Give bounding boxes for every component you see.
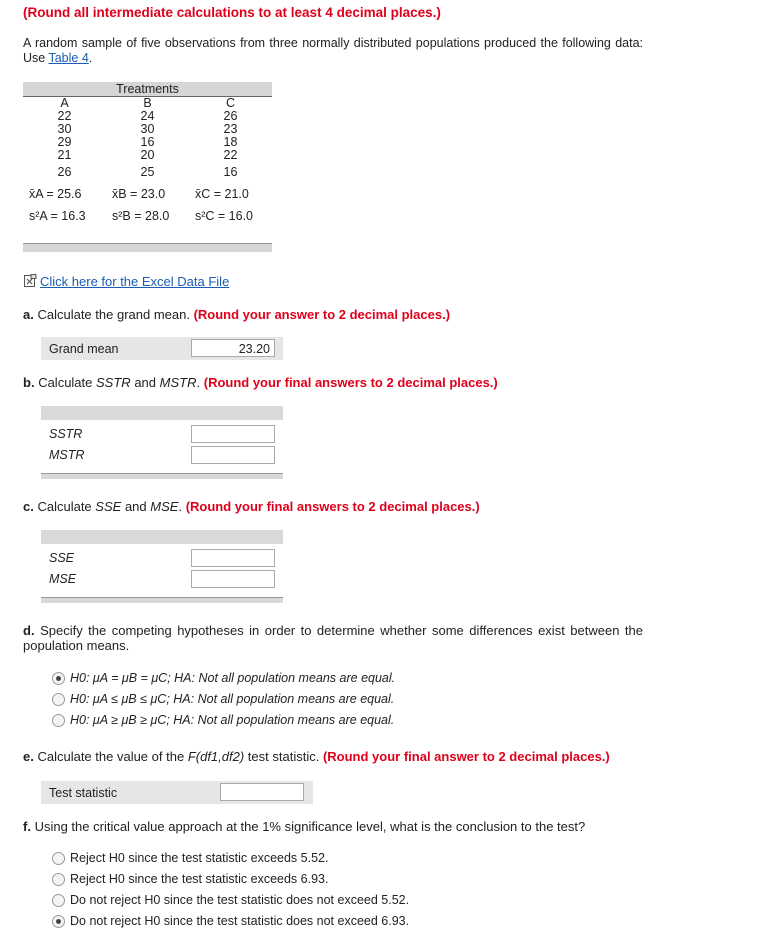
conclusion-option-4-radio[interactable]	[52, 915, 65, 928]
grand-mean-label: Grand mean	[49, 342, 119, 356]
mse-row	[41, 569, 283, 590]
mstr-label: MSTR	[49, 448, 85, 462]
question-letter: a.	[23, 307, 34, 322]
ha-text: HA: Not all population means are equal.	[173, 713, 395, 727]
table-cell: 21	[57, 148, 72, 162]
question-and: and	[124, 499, 147, 514]
sse-input[interactable]	[191, 549, 275, 567]
grand-mean-row	[41, 337, 283, 360]
table-cell: 16	[140, 135, 155, 149]
question-note: (Round your answer to 2 decimal places.)	[193, 307, 451, 322]
table-cell: 29	[57, 135, 72, 149]
panel-header-bar	[41, 530, 283, 544]
ha-text: HA: Not all population means are equal.	[174, 671, 396, 685]
table-cell: 30	[57, 122, 72, 136]
sstr-label: SSTR	[49, 427, 83, 441]
table-cell: 16	[223, 165, 238, 179]
conclusion-option-2-radio[interactable]	[52, 873, 65, 886]
hypothesis-option-1[interactable]	[70, 671, 395, 685]
conclusion-option-1[interactable]: Reject H0 since the test statistic exceeds 5.52.	[70, 851, 329, 865]
hypothesis-option-3[interactable]	[70, 713, 394, 727]
question-e	[23, 749, 610, 764]
variance-a: s²A = 16.3	[29, 209, 86, 223]
table-row	[23, 149, 272, 162]
table-cell: 25	[140, 165, 155, 179]
table-cell: 18	[223, 135, 238, 149]
mean-c: x̄C = 21.0	[195, 187, 249, 201]
hypothesis-option-1-radio[interactable]	[52, 672, 65, 685]
variance-b: s²B = 28.0	[112, 209, 170, 223]
conclusion-option-3[interactable]: Do not reject H0 since the test statistic does not exceed 5.52.	[70, 893, 410, 907]
grand-mean-input[interactable]: 23.20	[191, 339, 275, 357]
mse-label: MSE	[49, 572, 77, 586]
table4-link[interactable]: Table 4	[48, 51, 89, 65]
mstr-input[interactable]	[191, 446, 275, 464]
conclusion-option-2[interactable]: Reject H0 since the test statistic exceeds 6.93.	[70, 872, 329, 886]
test-statistic-input[interactable]	[220, 783, 304, 801]
intro-text	[23, 36, 643, 66]
question-d	[23, 623, 643, 653]
sse-label: SSE	[49, 551, 75, 565]
question-letter: c.	[23, 499, 34, 514]
question-c	[23, 499, 480, 514]
term-mstr: MSTR	[159, 375, 197, 390]
hypothesis-option-2[interactable]	[70, 692, 394, 706]
table-row	[23, 166, 272, 179]
question-note: (Round your final answer to 2 decimal places.)	[322, 749, 610, 764]
sstr-mstr-panel	[41, 406, 283, 479]
h0-text: H0: μA ≥ μB ≥ μC;	[70, 713, 170, 727]
excel-link-row[interactable]	[23, 274, 229, 291]
question-text: Using the critical value approach at the 1% significance level, what is the conclusion to the test?	[34, 819, 586, 834]
ha-text: HA: Not all population means are equal.	[173, 692, 395, 706]
table-cell: 24	[140, 109, 155, 123]
question-text: Specify the competing hypotheses in order to determine whether some differences exist between the population means.	[23, 623, 643, 653]
variances-row	[23, 205, 272, 227]
f-statistic-term: F(df1,df2)	[187, 749, 245, 764]
treatments-table	[23, 82, 272, 252]
means-row	[23, 183, 272, 205]
table-cell: 22	[57, 109, 72, 123]
test-statistic-row	[41, 781, 313, 804]
question-letter: d.	[23, 623, 35, 638]
col-header: A	[60, 96, 69, 110]
intro-body: A random sample of five observations from three normally distributed populations produced the following data: Use	[23, 36, 643, 65]
sstr-row	[41, 424, 283, 445]
hypothesis-option-2-radio[interactable]	[52, 693, 65, 706]
col-header: C	[225, 96, 236, 110]
mean-a: x̄A = 25.6	[29, 187, 82, 201]
term-sstr: SSTR	[96, 375, 131, 390]
panel-header-bar	[41, 406, 283, 420]
table-cell: 26	[57, 165, 72, 179]
rounding-note: (Round all intermediate calculations to at least 4 decimal places.)	[23, 5, 441, 20]
term-sse: SSE	[95, 499, 122, 514]
question-letter: f.	[23, 819, 31, 834]
mse-input[interactable]	[191, 570, 275, 588]
conclusion-option-1-radio[interactable]	[52, 852, 65, 865]
treatments-title: Treatments	[23, 82, 272, 97]
table-cell: 30	[140, 122, 155, 136]
variance-c: s²C = 16.0	[195, 209, 254, 223]
sse-row	[41, 548, 283, 569]
panel-footer-bar	[41, 597, 283, 603]
question-text: Calculate the grand mean.	[37, 307, 190, 322]
question-f	[23, 819, 585, 834]
col-header: B	[143, 96, 152, 110]
question-letter: b.	[23, 375, 35, 390]
table-footer-bar	[23, 243, 272, 252]
conclusion-option-3-radio[interactable]	[52, 894, 65, 907]
hypothesis-option-3-radio[interactable]	[52, 714, 65, 727]
mean-b: x̄B = 23.0	[112, 187, 166, 201]
table-cell: 20	[140, 148, 155, 162]
h0-text: H0: μA ≤ μB ≤ μC;	[70, 692, 170, 706]
table-cell: 22	[223, 148, 238, 162]
question-text: Calculate	[37, 499, 92, 514]
h0-text: H0: μA = μB = μC;	[70, 671, 171, 685]
question-period: .	[178, 499, 183, 514]
mstr-row	[41, 445, 283, 466]
term-mse: MSE	[150, 499, 179, 514]
question-text: Calculate the value of the	[37, 749, 185, 764]
table-cell: 26	[223, 109, 238, 123]
panel-footer-bar	[41, 473, 283, 479]
question-letter: e.	[23, 749, 34, 764]
sse-mse-panel	[41, 530, 283, 603]
intro-period: .	[88, 51, 93, 65]
table-cell: 23	[223, 122, 238, 136]
question-text: Calculate	[38, 375, 93, 390]
conclusion-option-4[interactable]: Do not reject H0 since the test statistic does not exceed 6.93.	[70, 914, 410, 928]
question-period: .	[196, 375, 201, 390]
excel-file-icon	[23, 274, 37, 291]
question-note: (Round your final answers to 2 decimal places.)	[203, 375, 498, 390]
question-text-post: test statistic.	[247, 749, 320, 764]
sstr-input[interactable]	[191, 425, 275, 443]
excel-link[interactable]: Click here for the Excel Data File	[40, 274, 230, 289]
question-b	[23, 375, 498, 390]
test-statistic-label: Test statistic	[49, 786, 118, 800]
question-note: (Round your final answers to 2 decimal places.)	[185, 499, 480, 514]
question-a	[23, 307, 450, 322]
question-and: and	[134, 375, 157, 390]
